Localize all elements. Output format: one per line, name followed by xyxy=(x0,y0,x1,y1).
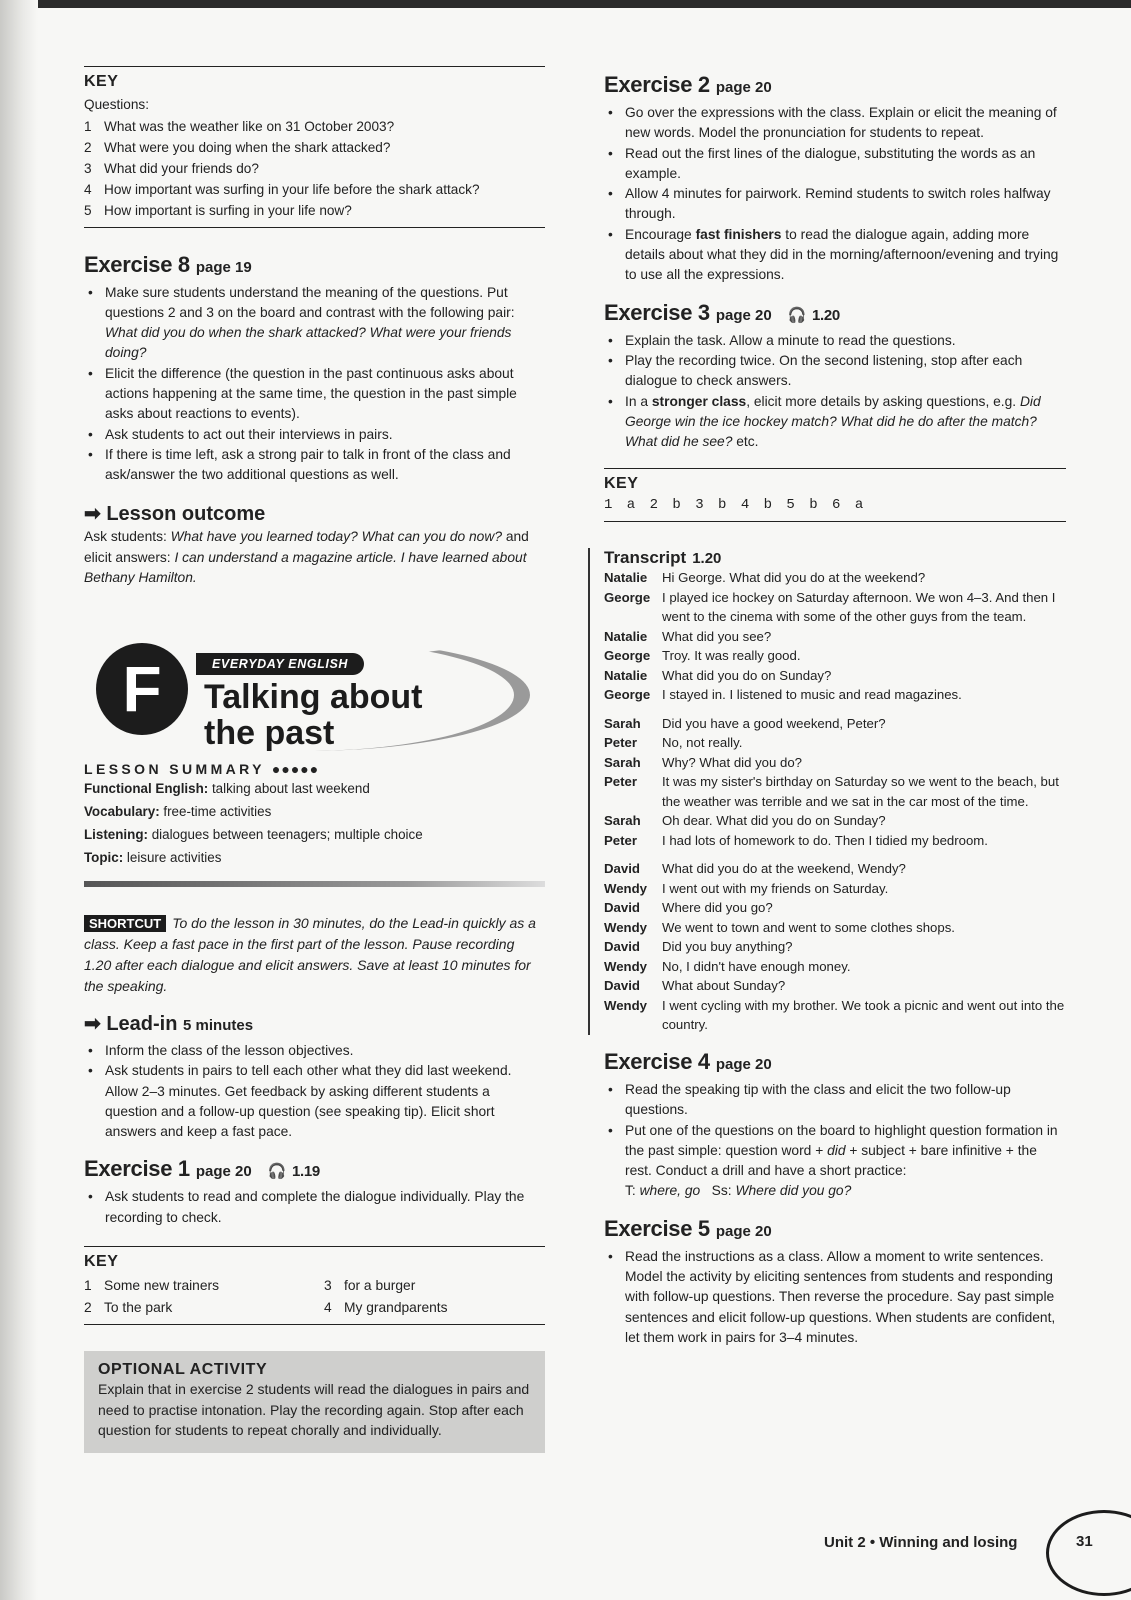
transcript-line: David What about Sunday? xyxy=(604,978,786,994)
list-item: 1 What was the weather like on 31 October 2003? xyxy=(84,118,395,134)
exercise-3-section xyxy=(604,300,1066,453)
list-item: • Go over the expressions with the class. Explain or elicit the meaning of new words. Model the pronunciation for students to repeat. xyxy=(604,103,1066,144)
summary-row: Vocabulary: free-time activities xyxy=(84,803,272,819)
exercise-4-heading: Exercise 4 page 20 xyxy=(604,1048,772,1074)
optional-activity-heading: OPTIONAL ACTIVITY xyxy=(98,1361,268,1379)
summary-divider xyxy=(84,881,545,887)
transcript-heading: Transcript 1.20 xyxy=(604,548,722,568)
exercise-4-section xyxy=(604,1049,1066,1202)
lead-in-section xyxy=(84,1011,545,1142)
lesson-outcome-text: Ask students: What have you learned today? What can you do now? and elicit answers: I can understand a magazine article. I have learned about Bethany Hamilton. xyxy=(84,529,529,586)
lead-in-heading: ➡ Lead-in 5 minutes xyxy=(84,1012,254,1035)
list-item: • Encourage fast finishers to read the dialogue again, adding more details about what they did in the morning/afternoon/evening and trying to use all the expressions. xyxy=(604,225,1066,286)
list-item: • In a stronger class, elicit more details by asking questions, e.g. Did George win the ice hockey match? What did he do after the match? What did he see? etc. xyxy=(604,392,1066,453)
lead-in-bullets xyxy=(84,1041,545,1142)
dialogue-2 xyxy=(604,714,1066,851)
banner-tag: EVERYDAY ENGLISH xyxy=(196,653,364,675)
list-item: • Play the recording twice. On the second listening, stop after each dialogue to check answers. xyxy=(604,351,1066,392)
key-answer: 4 My grandparents xyxy=(324,1299,448,1315)
transcript-section xyxy=(588,548,1066,1035)
shortcut-badge: SHORTCUT xyxy=(84,915,166,932)
key-heading: KEY xyxy=(84,73,119,90)
transcript-line: Sarah Did you have a good weekend, Peter? xyxy=(604,715,886,731)
list-item: • Allow 4 minutes for pairwork. Remind students to switch roles halfway through. xyxy=(604,184,1066,225)
exercise-1-heading: Exercise 1 page 20 🎧 1.19 xyxy=(84,1156,320,1182)
arrow-icon: ➡ xyxy=(84,1012,107,1035)
transcript-line: Peter I had lots of homework to do. Then I tidied my bedroom. xyxy=(604,832,988,848)
lesson-summary xyxy=(84,777,545,869)
optional-activity-box xyxy=(84,1351,545,1453)
key-box-questions xyxy=(84,73,545,221)
lesson-letter-badge: F xyxy=(96,643,188,735)
transcript-line: Peter It was my sister's birthday on Saturday so we went to the beach, but the weather was terrible and we sat in the car most of the time. xyxy=(604,774,1059,809)
audio-icon: 🎧 xyxy=(267,1163,287,1181)
key-top-rule xyxy=(84,66,545,67)
key-heading: KEY xyxy=(84,1253,119,1271)
lesson-banner xyxy=(84,635,524,755)
key-bottom-rule xyxy=(604,521,1066,522)
lesson-outcome-section xyxy=(84,501,545,589)
page-number-swoosh xyxy=(1046,1510,1131,1596)
exercise-2-heading: Exercise 2 page 20 xyxy=(604,72,772,97)
left-column xyxy=(84,66,545,1453)
exercise-1-section xyxy=(84,1156,545,1228)
list-item: 5 How important is surfing in your life now? xyxy=(84,202,352,218)
optional-activity-text: Explain that in exercise 2 students will read the dialogues in pairs and need to practise intonation. Play the recording again. Stop after each question for students to repeat chorally and individually. xyxy=(98,1381,530,1439)
transcript-line: Wendy I went out with my friends on Saturday. xyxy=(604,880,889,896)
top-edge xyxy=(0,0,1131,8)
right-column xyxy=(604,66,1066,1348)
exercise-8-section xyxy=(84,252,545,486)
transcript-line: David Where did you go? xyxy=(604,900,773,916)
exercise-1-bullets xyxy=(84,1187,545,1228)
list-item: • Read out the first lines of the dialogue, substituting the words as an example. xyxy=(604,144,1066,185)
exercise-5-section xyxy=(604,1216,1066,1348)
transcript-line: David What did you do at the weekend, Wendy? xyxy=(604,861,906,877)
key-top-rule xyxy=(604,468,1066,469)
transcript-line: George Troy. It was really good. xyxy=(604,648,801,664)
list-item: • Explain the task. Allow a minute to read the questions. xyxy=(604,331,1066,351)
transcript-line: George I played ice hockey on Saturday afternoon. We won 4–3. And then I went to the cinema with some of the other guys from the team. xyxy=(604,589,1056,625)
list-item: • Elicit the difference (the question in the past continuous asks about actions happening at the same time, the question in the past simple asks about reactions to events). xyxy=(84,364,545,425)
lesson-summary-heading: LESSON SUMMARY ●●●●● xyxy=(84,760,320,777)
list-item: • Read the speaking tip with the class and elicit the two follow-up questions. xyxy=(604,1080,1066,1121)
exercise-5-heading: Exercise 5 page 20 xyxy=(604,1215,772,1241)
list-item: 3 What did your friends do? xyxy=(84,160,259,176)
list-item: • Put one of the questions on the board to highlight question formation in the past simple: question word + did + subject + bare infinitive + the rest. Conduct a drill and have a short practice: T: where, go Ss: Where did you go? xyxy=(604,1121,1066,1202)
transcript-line: Natalie What did you see? xyxy=(604,628,772,644)
key-answer-grid xyxy=(84,1275,545,1318)
transcript-line: Wendy I went cycling with my brother. We took a picnic and went out into the country. xyxy=(604,997,1065,1033)
summary-row: Listening: dialogues between teenagers; multiple choice xyxy=(84,826,423,842)
exercise-8-heading: Exercise 8 page 19 xyxy=(84,251,252,277)
transcript-line: Wendy No, I didn't have enough money. xyxy=(604,958,851,974)
transcript-line: David Did you buy anything? xyxy=(604,939,793,955)
level-dots: ●●●●● xyxy=(271,760,320,777)
exercise-2-section xyxy=(604,72,1066,286)
key-bottom-rule xyxy=(84,1324,545,1325)
footer-unit-title: Unit 2 • Winning and losing xyxy=(824,1534,1018,1551)
audio-icon: 🎧 xyxy=(787,306,807,324)
transcript-line: Natalie What did you do on Sunday? xyxy=(604,667,832,683)
exercise-2-bullets xyxy=(604,103,1066,286)
lesson-outcome-heading: ➡ Lesson outcome xyxy=(84,503,266,526)
transcript-line: Sarah Why? What did you do? xyxy=(604,754,803,770)
key-top-rule xyxy=(84,1246,545,1247)
key-intro: Questions: xyxy=(84,97,149,112)
key-heading: KEY xyxy=(604,475,639,493)
exercise-3-heading: Exercise 3 page 20 🎧 1.20 xyxy=(604,299,840,325)
exercise-4-bullets xyxy=(604,1080,1066,1202)
list-item: • Ask students to read and complete the dialogue individually. Play the recording to check. xyxy=(84,1187,545,1228)
page-number: 31 xyxy=(1076,1533,1093,1550)
lesson-title: Talking about the past xyxy=(204,677,423,752)
list-item: • Make sure students understand the meaning of the questions. Put questions 2 and 3 on the board and contrast with the following pair: What did you do when the shark attacked? What were your friends doing? xyxy=(84,283,545,364)
summary-row: Functional English: talking about last weekend xyxy=(84,780,370,796)
key-bottom-rule xyxy=(84,227,545,228)
key-answer: 3 for a burger xyxy=(324,1278,416,1294)
arrow-icon: ➡ xyxy=(84,503,107,526)
transcript-line: Natalie Hi George. What did you do at the weekend? xyxy=(604,570,926,586)
list-item: • Ask students to act out their interviews in pairs. xyxy=(84,425,545,445)
summary-row: Topic: leisure activities xyxy=(84,849,222,865)
transcript-line: Sarah Oh dear. What did you do on Sunday? xyxy=(604,813,886,829)
key-answers: 1 a 2 b 3 b 4 b 5 b 6 a xyxy=(604,497,864,514)
shortcut-note: SHORTCUT To do the lesson in 30 minutes, do the Lead-in quickly as a class. Keep a fast pace in the first part of the lesson. Pause recording 1.20 after each dialogue and elicit answers. Save at least 10 minutes for the speaking. xyxy=(84,914,536,994)
transcript-line: George I stayed in. I listened to music and read magazines. xyxy=(604,687,962,703)
list-item: • Ask students in pairs to tell each other what they did last weekend. Allow 2–3 minutes. Get feedback by asking different students a question and a follow-up question (see speaking tip). Elicit short answers and keep a fast pace. xyxy=(84,1061,545,1142)
list-item: • If there is time left, ask a strong pair to talk in front of the class and ask/answer the two additional questions as well. xyxy=(84,445,545,486)
list-item: 4 How important was surfing in your life before the shark attack? xyxy=(84,181,480,197)
dialogue-3 xyxy=(604,859,1066,1035)
exercise-5-bullets xyxy=(604,1247,1066,1348)
key-question-list xyxy=(84,116,545,221)
transcript-line: Wendy We went to town and went to some clothes shops. xyxy=(604,919,955,935)
key-answer: 2 To the park xyxy=(84,1299,173,1315)
transcript-line: Peter No, not really. xyxy=(604,735,743,751)
list-item: • Read the instructions as a class. Allow a moment to write sentences. Model the activity by eliciting sentences from students and responding with follow-up questions. Then reverse the procedure. Say past simple sentences and elicit follow-up questions. When students are confident, let them work in pairs for 3–4 minutes. xyxy=(604,1247,1066,1348)
exercise-3-bullets xyxy=(604,331,1066,453)
exercise-8-bullets xyxy=(84,283,545,486)
key-answer: 1 Some new trainers xyxy=(84,1278,220,1294)
list-item: • Inform the class of the lesson objectives. xyxy=(84,1041,545,1061)
list-item: 2 What were you doing when the shark attacked? xyxy=(84,139,391,155)
dialogue-1 xyxy=(604,568,1066,705)
page-binding-shadow xyxy=(0,0,38,1600)
